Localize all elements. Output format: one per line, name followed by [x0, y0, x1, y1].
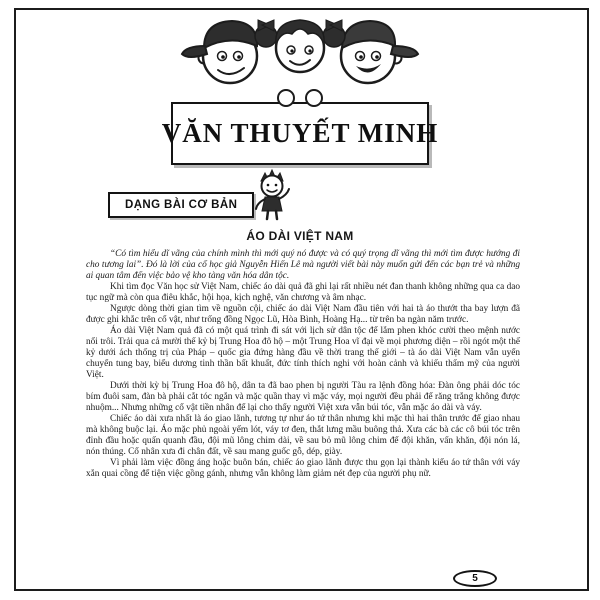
small-child-illustration [251, 167, 293, 221]
page-number: 5 [472, 573, 478, 584]
section-label: DẠNG BÀI CƠ BẢN [125, 199, 238, 211]
paragraph-quote: “Có tìm hiểu dĩ vãng của chính mình thì mới quý nó được và có quý trọng dĩ vãng thì mới tìm được hướng đi cho tương lai”. Đó là lời của cố học giả Nguyễn Hiến Lê mà người viết bài này muốn gửi đến các bạn trẻ và những ai quan tâm đến việc bảo vệ kho tàng văn hóa dân tộc. [86, 249, 520, 281]
paragraph: Áo dài Việt Nam quả đã có một quá trình đi sát với lịch sử dân tộc để lắm phen khóc cười theo mệnh nước nổi trôi. Trải qua cả mười thế kỷ bị Trung Hoa đô hộ – một Trung Hoa vĩ đại về mọi phương diện – rồi ngót một thế kỷ dưới ách thống trị của Pháp – quốc gia đứng hàng đầu về thời trang thế giới – tà áo dài Việt Nam vẫn uyển chuyển tung bay, biểu dương tinh thần bất khuất, đức tính thích nghi với hoàn cảnh và khiếu thẩm mỹ của người Việt. [86, 326, 520, 380]
paragraph: Ngược dòng thời gian tìm về nguồn cội, chiếc áo dài Việt Nam đầu tiên với hai tà áo thướt tha bay lượn đã được ghi khắc trên cổ vật, như trống đồng Ngọc Lũ, Hòa Bình, Hoàng Hạ... từ trên ba ngàn năm trước. [86, 304, 520, 325]
article-title: ÁO DÀI VIỆT NAM [246, 229, 354, 243]
section-label-box [108, 192, 254, 218]
page-title: VĂN THUYẾT MINH [161, 118, 439, 148]
paragraph: Dưới thời kỳ bị Trung Hoa đô hộ, dân ta đã bao phen bị người Tàu ra lệnh đồng hóa: Đàn ông phải dóc tóc bím đuôi sam, đàn bà phải cắt tóc ngắn và mặc quần thay vì mặc váy, mọi người đều phải để răng trắng không được nhuộm... Nhưng những cổ vật tiền nhân để lại cho thấy người Việt xưa vẫn búi tóc, vẫn mặc áo dài và váy. [86, 381, 520, 413]
paragraph: Chiếc áo dài xưa nhất là áo giao lãnh, tương tự như áo tứ thân nhưng khi mặc thì hai thân trước để giao nhau mà không buộc lại. Áo mặc phủ ngoài yếm lót, váy tơ đen, thắt lưng mầu buông thả. Xưa các bà các cô búi tóc trên đỉnh đầu hoặc quấn quanh đầu, đội mũ lông chim dài, về sau bỏ mũ lông chim để đội khăn, vấn khăn, đội nón lá, nón thúng. Cổ nhân xưa đi chân đất, về sau mang guốc gỗ, dép, giày. [86, 414, 520, 457]
page-number-tab [453, 570, 497, 587]
article-body [86, 249, 520, 480]
children-illustration [178, 0, 422, 112]
three-children-icon [178, 0, 422, 112]
child-icon [251, 167, 293, 221]
paragraph: Khi tìm đọc Văn học sử Việt Nam, chiếc áo dài quả đã ghi lại rất nhiều nét đan thanh không những qua ca dao tục ngữ mà còn qua điêu khắc, hội họa, kịch nghệ, văn chương và âm nhạc. [86, 282, 520, 303]
paragraph: Vì phải làm việc đồng áng hoặc buôn bán, chiếc áo giao lãnh được thu gọn lại thành kiểu áo tứ thân với váy xắn quai cồng để tiện việc gồng gánh, nhưng vẫn không làm giảm nét đẹp của người phụ nữ. [86, 458, 520, 479]
